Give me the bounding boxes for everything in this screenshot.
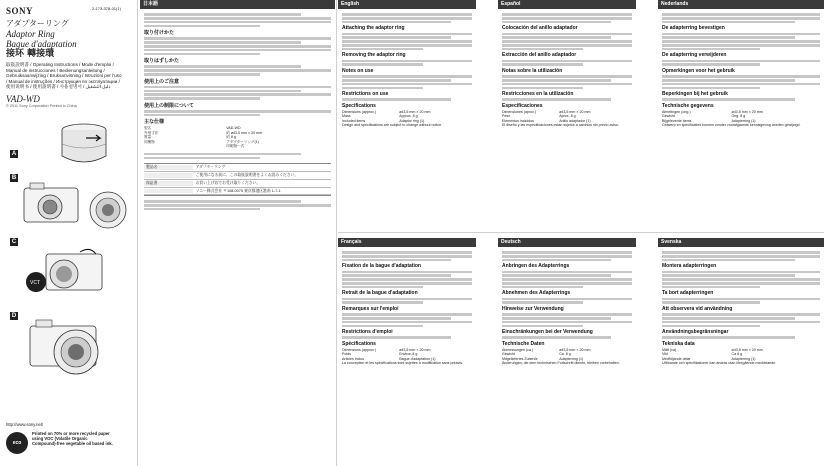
panel-nederlands (658, 0, 824, 228)
table-row: ソニー株式会社 〒108-0075 東京都港区港南 1-7-1 (144, 188, 331, 196)
section-heading: 使用上のご注意 (144, 78, 180, 85)
panel-header: Svenska (658, 238, 824, 247)
figure-b (10, 174, 134, 234)
spec-value: Adapterring (1) (559, 356, 584, 361)
spec-key: Included items (342, 118, 366, 123)
panel-header: 日本語 (140, 0, 335, 9)
brand-logo: SONY (6, 6, 34, 16)
footnote: Design and specifications are subject to change without notice. (342, 123, 443, 128)
section-heading: 主な仕様 (144, 119, 165, 126)
spec-key: Dimensiones (aprox.) (502, 109, 537, 114)
panel-deutsch (498, 238, 636, 466)
panel-svenska (658, 238, 824, 466)
fold-line (336, 0, 337, 466)
manual-line: / Manual de instruções / Инструкция по эксплуатации / (6, 78, 120, 84)
spec-value: ø43,5 mm × 20 mm (731, 347, 763, 352)
figure-label: A (11, 151, 17, 157)
title-japanese: アダプターリング (6, 19, 69, 28)
spec-key: Poids (342, 352, 351, 357)
section-heading: Abnehmen des Adapterrings (502, 290, 571, 297)
section-heading: Notes on use (342, 67, 374, 74)
manual-line: 取扱説明書 / Operating Instructions / Mode d'emploi / (6, 62, 114, 67)
manual-languages (6, 62, 130, 90)
spec-value: Adaptor ring (1) (399, 118, 425, 123)
section-heading: Colocación del anillo adaptador (502, 25, 578, 32)
warranty-table (144, 163, 331, 196)
eco-line: Printed on 70% or more recycled paper (32, 431, 110, 436)
spec-value: Aprox. 8 g (559, 114, 576, 119)
section-heading: Montera adapterringen (662, 263, 717, 270)
spec-value: Approx. 8 g (399, 114, 418, 119)
spec-value: ø43.5 mm × 20 mm (399, 109, 431, 114)
spec-key: Articles inclus (342, 356, 364, 361)
spec-value: Bague d'adaptation (1) (399, 356, 436, 361)
spec-key (144, 144, 226, 149)
spec-value: 印刷物一式 (226, 144, 245, 149)
table-row: ご使用になる前に、この取扱説明書をよくお読みください。 (144, 172, 331, 180)
section-heading: De adapterring verwijderen (662, 52, 727, 59)
spec-key: Peso (502, 114, 511, 119)
manual-line: Manual de instrucciones / Bedienungsanleitung / (6, 67, 105, 73)
manual-line: Gebruiksaanwijzing / Bruksanvisning / Istruzioni per l'uso (6, 73, 122, 79)
attach-illustration (10, 238, 134, 300)
section-heading: 使用上の制限について (144, 102, 194, 109)
section-heading: Einschränkungen bei der Verwendung (502, 329, 593, 336)
spec-key: Gewicht (502, 352, 515, 357)
section-heading: Användningsbegränsningar (662, 329, 729, 336)
spec-key: Mass (342, 114, 351, 119)
spec-key: Vikt (662, 352, 668, 357)
section-heading: Remarques sur l'emploi (342, 305, 399, 312)
manual-line: 使用说明书 / 使用說明書 / 사용설명서 / دليل التشغيل (6, 84, 111, 90)
spec-key: 同梱物 (144, 139, 155, 144)
fold-line (338, 232, 824, 233)
spec-key: Dimensions (approx.) (342, 347, 377, 352)
section-heading: Restricciones en la utilización (502, 91, 574, 98)
section-heading: Hinweise zur Verwendung (502, 305, 564, 312)
footnote: El diseño y las especificaciones están sujetos a cambios sin previo aviso. (502, 123, 619, 128)
section-heading: Att observera vid användning (662, 305, 733, 312)
spec-value: VAD-WD (226, 126, 241, 131)
section-heading: Specifications (342, 102, 376, 109)
section-heading: 取り付けかた (144, 30, 175, 37)
panel-header: Español (498, 0, 636, 9)
section-heading: Tekniska data (662, 340, 695, 347)
section-heading: Opmerkingen voor het gebruik (662, 67, 735, 74)
panel-header: Français (338, 238, 476, 247)
section-heading: Fixation de la bague d'adaptation (342, 263, 421, 270)
spec-value: Ca 8 g (731, 352, 743, 357)
panel-japanese (140, 0, 335, 466)
section-heading: Ta bort adapterringen (662, 290, 714, 297)
camera-illustration (10, 174, 134, 234)
spec-value: Ong. 8 g (731, 114, 746, 119)
spec-value: Adapterring (1) (731, 118, 756, 123)
spec-key: Dimensions (approx.) (342, 109, 377, 114)
sony-url[interactable]: http://www.sony.net/ (6, 422, 44, 427)
spec-key: 外形寸法 (144, 130, 159, 135)
spec-key: Afmetingen (ong.) (662, 109, 691, 114)
spec-key: Mitgeliefertes Zubehör (502, 356, 538, 361)
section-heading: Restrictions on use (342, 91, 389, 98)
section-heading: Spécifications (342, 340, 376, 347)
section-heading: Technische gegevens (662, 102, 714, 109)
figure-label: B (11, 175, 17, 181)
table-row: 製品名 アダプターリング (144, 164, 331, 172)
fold-line (137, 0, 138, 466)
spec-value: ø43,5 mm × 20 mm (399, 347, 431, 352)
section-heading: Restrictions d'emploi (342, 329, 393, 336)
panel-header: English (338, 0, 476, 9)
section-heading: De adapterring bevestigen (662, 25, 725, 32)
spec-key: Medföljande delar (662, 356, 691, 361)
model-number: VAD-WD (6, 93, 40, 104)
eco-line: using VOC (Volatile Organic (32, 436, 88, 441)
spec-key: Mått (ca) (662, 347, 677, 352)
footnote: La conception et les spécifications sont sujettes à modification sans préavis. (342, 361, 464, 366)
spec-value: 約 ø43.5 mm × 20 mm (226, 130, 263, 135)
eco-line: Compound)-free vegetable oil based ink. (32, 441, 113, 446)
eco-notice (32, 431, 122, 446)
title-chinese: 接环 轉接環 (6, 49, 55, 59)
panel-english (338, 0, 476, 228)
section-heading: Notas sobre la utilización (502, 67, 563, 74)
spec-value: ø43,5 mm × 20 mm (559, 109, 591, 114)
spec-value: ø43,5 mm × 20 mm (559, 347, 591, 352)
section-heading: Especificaciones (502, 102, 543, 109)
spec-key: 質量 (144, 135, 152, 140)
panel-header: Deutsch (498, 238, 636, 247)
spec-key: Abmessungen (ca.) (502, 347, 534, 352)
figure-label: C (11, 239, 17, 245)
svg-text:VCT: VCT (30, 280, 40, 286)
camera-with-ring-illustration (10, 312, 134, 382)
cover-footer (6, 422, 134, 446)
section-heading: Beperkingen bij het gebruik (662, 91, 728, 98)
spec-key: Elementos incluidos (502, 118, 534, 123)
footnote: Utförande och specifikationer kan ändras utan föregående meddelande. (662, 361, 777, 366)
spec-value: Anillo adaptador (1) (559, 118, 591, 123)
section-heading: Removing the adaptor ring (342, 52, 406, 59)
title-french: Bague d'adaptation (6, 39, 77, 49)
spec-value: Environ 8 g (399, 352, 418, 357)
spec-value: Adapterring (1) (731, 356, 756, 361)
eco-badge-icon: eco (6, 432, 28, 454)
title-english: Adaptor Ring (6, 29, 55, 39)
part-number: 2-173-378-01(1) (92, 6, 121, 11)
footnote: Ontwerp en specificaties kunnen zonder voorafgaande kennisgeving worden gewijzigd. (662, 123, 801, 128)
panel-espanol (498, 0, 636, 228)
spec-value: アダプターリング(1) (226, 139, 259, 144)
spec-value: Ca. 8 g (559, 352, 571, 357)
figure-c (10, 238, 134, 300)
section-heading: Attaching the adaptor ring (342, 25, 405, 32)
copyright: © 2011 Sony Corporation Printed in China (6, 103, 77, 108)
section-heading: Extracción del anillo adaptador (502, 52, 577, 59)
spec-key: 型名 (144, 126, 152, 131)
spec-key: Bijgeleverde items (662, 118, 692, 123)
figure-d (10, 312, 134, 382)
section-heading: Technische Daten (502, 340, 545, 347)
spec-key: Gewicht (662, 114, 675, 119)
panel-francais (338, 238, 476, 466)
spec-value: ø43,5 mm × 20 mm (731, 109, 763, 114)
spec-value: 約 8 g (226, 135, 236, 140)
figure-label: D (11, 313, 17, 319)
table-row: 保証書 お買い上げ店でお受け取りください。 (144, 180, 331, 188)
section-heading: Retrait de la bague d'adaptation (342, 290, 418, 297)
adaptor-ring-illustration (56, 122, 112, 168)
panel-header: Nederlands (658, 0, 824, 9)
section-heading: Anbringen des Adapterrings (502, 263, 570, 270)
footnote: Änderungen, die dem technischen Fortschritt dienen, bleiben vorbehalten. (502, 361, 620, 366)
section-heading: 取りはずしかた (144, 58, 180, 65)
